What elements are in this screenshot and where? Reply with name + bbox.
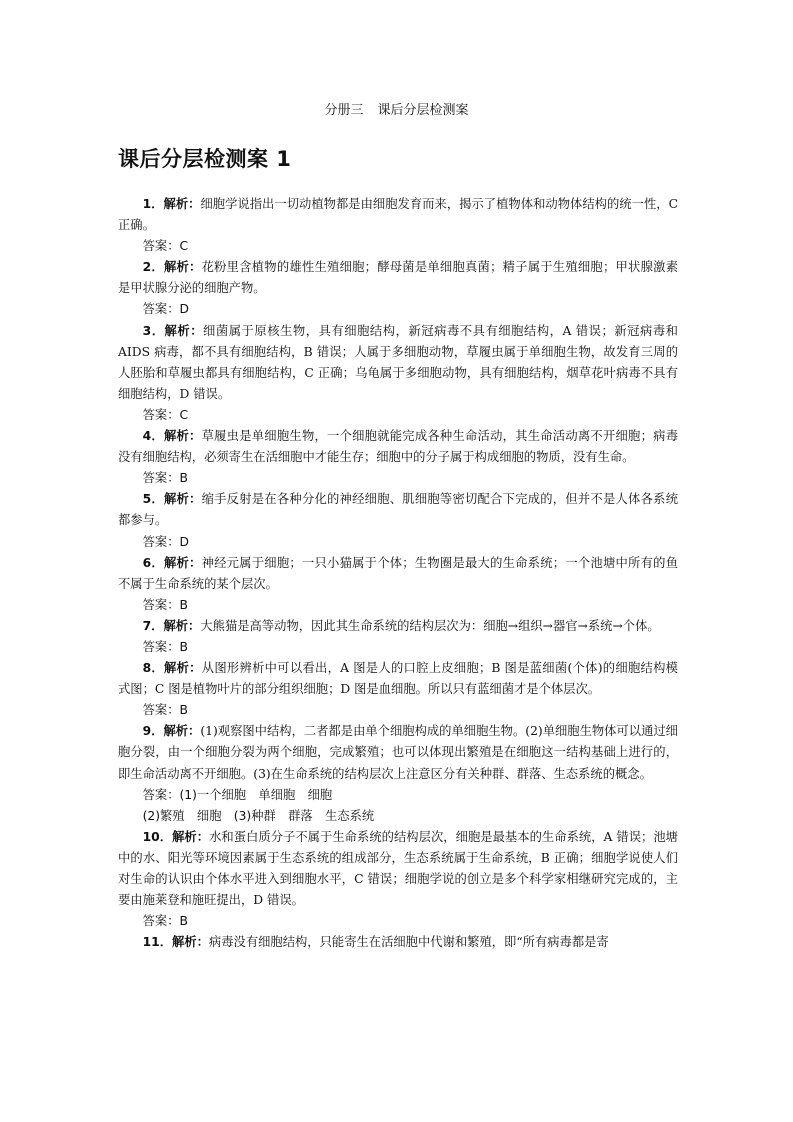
item-answer	[118, 236, 678, 257]
item-analysis	[118, 257, 678, 299]
item-analysis	[118, 616, 678, 637]
answer-value: D	[179, 534, 189, 549]
item-answer	[118, 637, 678, 658]
item-number: 5．	[142, 492, 164, 507]
item-answer	[118, 468, 678, 489]
item-analysis	[118, 194, 678, 236]
answer-value: B	[179, 471, 188, 486]
analysis-text: (1)观察图中结构，二者都是由单个细胞构成的单细胞生物。(2)单细胞生物体可以通过细胞分裂，由一个细胞分裂为两个细胞，完成繁殖；也可以体现出繁殖是在细胞这一结构基础上进行的，即生命活动离不开细胞。(3)在生命系统的结构层次上注意区分有关种群、群落、生态系统的概念。	[118, 724, 678, 781]
answer-label: 答案：	[142, 407, 180, 422]
answer-value: D	[179, 302, 189, 317]
item-answer	[118, 532, 678, 553]
analysis-label: 解析：	[164, 661, 202, 676]
analysis-text: 细菌属于原核生物，具有细胞结构，新冠病毒不具有细胞结构，A 错误；新冠病毒和 AIDS 病毒，都不具有细胞结构，B 错误；人属于多细胞动物，草履虫属于单细胞生物，故发育三周的人胚胎和草履虫都具有细胞结构，C 正确；乌龟属于多细胞动物，具有细胞结构，烟草花叶病毒不具有细胞结构，D 错误。	[118, 323, 678, 401]
item-number: 9．	[142, 724, 164, 739]
item-answer	[118, 299, 678, 320]
item-answer	[118, 405, 678, 426]
answer-value: (1)一个细胞 单细胞 细胞	[179, 787, 333, 802]
analysis-text: 病毒没有细胞结构，只能寄生在活细胞中代谢和繁殖，即“所有病毒都是寄	[208, 935, 609, 950]
answer-value: B	[179, 703, 188, 718]
item-answer	[118, 595, 678, 616]
item-answer	[118, 785, 678, 806]
answer-label: 答案：	[142, 703, 180, 718]
answer-list	[118, 194, 678, 953]
item-number: 2．	[142, 260, 164, 275]
analysis-text: 神经元属于细胞；一只小猫属于个体；生物圈是最大的生命系统；一个池塘中所有的鱼不属于生命系统的某个层次。	[118, 555, 678, 591]
answer-label: 答案：	[142, 471, 180, 486]
section-name: 课后分层检测案	[377, 103, 469, 118]
item-analysis	[118, 321, 678, 405]
item-number: 1．	[142, 197, 164, 211]
analysis-label: 解析：	[163, 724, 201, 739]
answer-label: 答案：	[142, 787, 180, 802]
answer-label: 答案：	[142, 302, 180, 317]
item-analysis	[118, 426, 678, 468]
answer-value: C	[179, 407, 189, 422]
analysis-text: 细胞学说指出一切动植物都是由细胞发育而来，揭示了植物体和动物体结构的统一性，C 正确。	[118, 197, 678, 233]
analysis-text: 从图形辨析中可以看出，A 图是人的口腔上皮细胞；B 图是蓝细菌(个体)的细胞结构模式图；C 图是植物叶片的部分组织细胞；D 图是血细胞。所以只有蓝细菌才是个体层次。	[118, 661, 678, 697]
item-number: 10．	[142, 829, 173, 844]
analysis-text: 大熊猫是高等动物，因此其生命系统的结构层次为：细胞→组织→器官→系统→个体。	[200, 618, 660, 633]
analysis-label: 解析：	[163, 197, 201, 211]
analysis-text: 花粉里含植物的雄性生殖细胞；酵母菌是单细胞真菌；精子属于生殖细胞；甲状腺激素是甲状腺分泌的细胞产物。	[118, 260, 678, 296]
answer-value: C	[179, 239, 189, 254]
analysis-label: 解析：	[163, 555, 202, 570]
answer-label: 答案：	[142, 239, 180, 254]
item-analysis	[118, 489, 678, 531]
item-number: 11．	[142, 935, 173, 950]
page-title: 课后分层检测案 1	[118, 147, 292, 171]
item-number: 3．	[142, 323, 165, 338]
analysis-text: 草履虫是单细胞生物，一个细胞就能完成各种生命活动，其生命活动离不开细胞；病毒没有细胞结构，必须寄生在活细胞中才能生存；细胞中的分子属于构成细胞的物质，没有生命。	[118, 429, 678, 465]
item-answer-continued: (2)繁殖 细胞 (3)种群 群落 生态系统	[142, 808, 375, 823]
item-analysis	[118, 932, 678, 953]
answer-label: 答案：	[142, 914, 180, 929]
item-number: 7．	[142, 618, 164, 633]
item-analysis	[118, 827, 678, 911]
analysis-text: 缩手反射是在各种分化的神经细胞、肌细胞等密切配合下完成的，但并不是人体各系统都参与。	[118, 492, 678, 528]
item-answer	[118, 911, 678, 932]
answer-label: 答案：	[142, 597, 180, 612]
item-analysis	[118, 721, 678, 784]
analysis-label: 解析：	[163, 429, 202, 444]
item-number: 8．	[142, 661, 165, 676]
analysis-label: 解析：	[163, 618, 201, 633]
item-analysis	[118, 553, 678, 595]
item-analysis	[118, 658, 678, 700]
analysis-label: 解析：	[163, 260, 202, 275]
answer-value: B	[179, 639, 188, 654]
answer-label: 答案：	[142, 639, 180, 654]
item-answer	[118, 700, 678, 721]
answer-label: 答案：	[142, 534, 180, 549]
section-part: 分册三	[324, 103, 364, 118]
item-number: 4．	[142, 429, 164, 444]
item-number: 6．	[142, 555, 164, 570]
analysis-label: 解析：	[163, 492, 202, 507]
analysis-label: 解析：	[172, 935, 209, 950]
analysis-text: 水和蛋白质分子不属于生命系统的结构层次，细胞是最基本的生命系统，A 错误；池塘中的水、阳光等环境因素属于生态系统的组成部分，生态系统属于生命系统，B 正确；细胞学说使人们对生命的认识由个体水平进入到细胞水平，C 错误；细胞学说的创立是多个科学家相继研究完成的，主要由施莱登和施旺提出，D 错误。	[118, 829, 678, 908]
answer-value: B	[179, 914, 188, 929]
section-header	[0, 99, 793, 118]
analysis-label: 解析：	[164, 323, 204, 338]
analysis-label: 解析：	[172, 829, 210, 844]
answer-value: B	[179, 597, 188, 612]
